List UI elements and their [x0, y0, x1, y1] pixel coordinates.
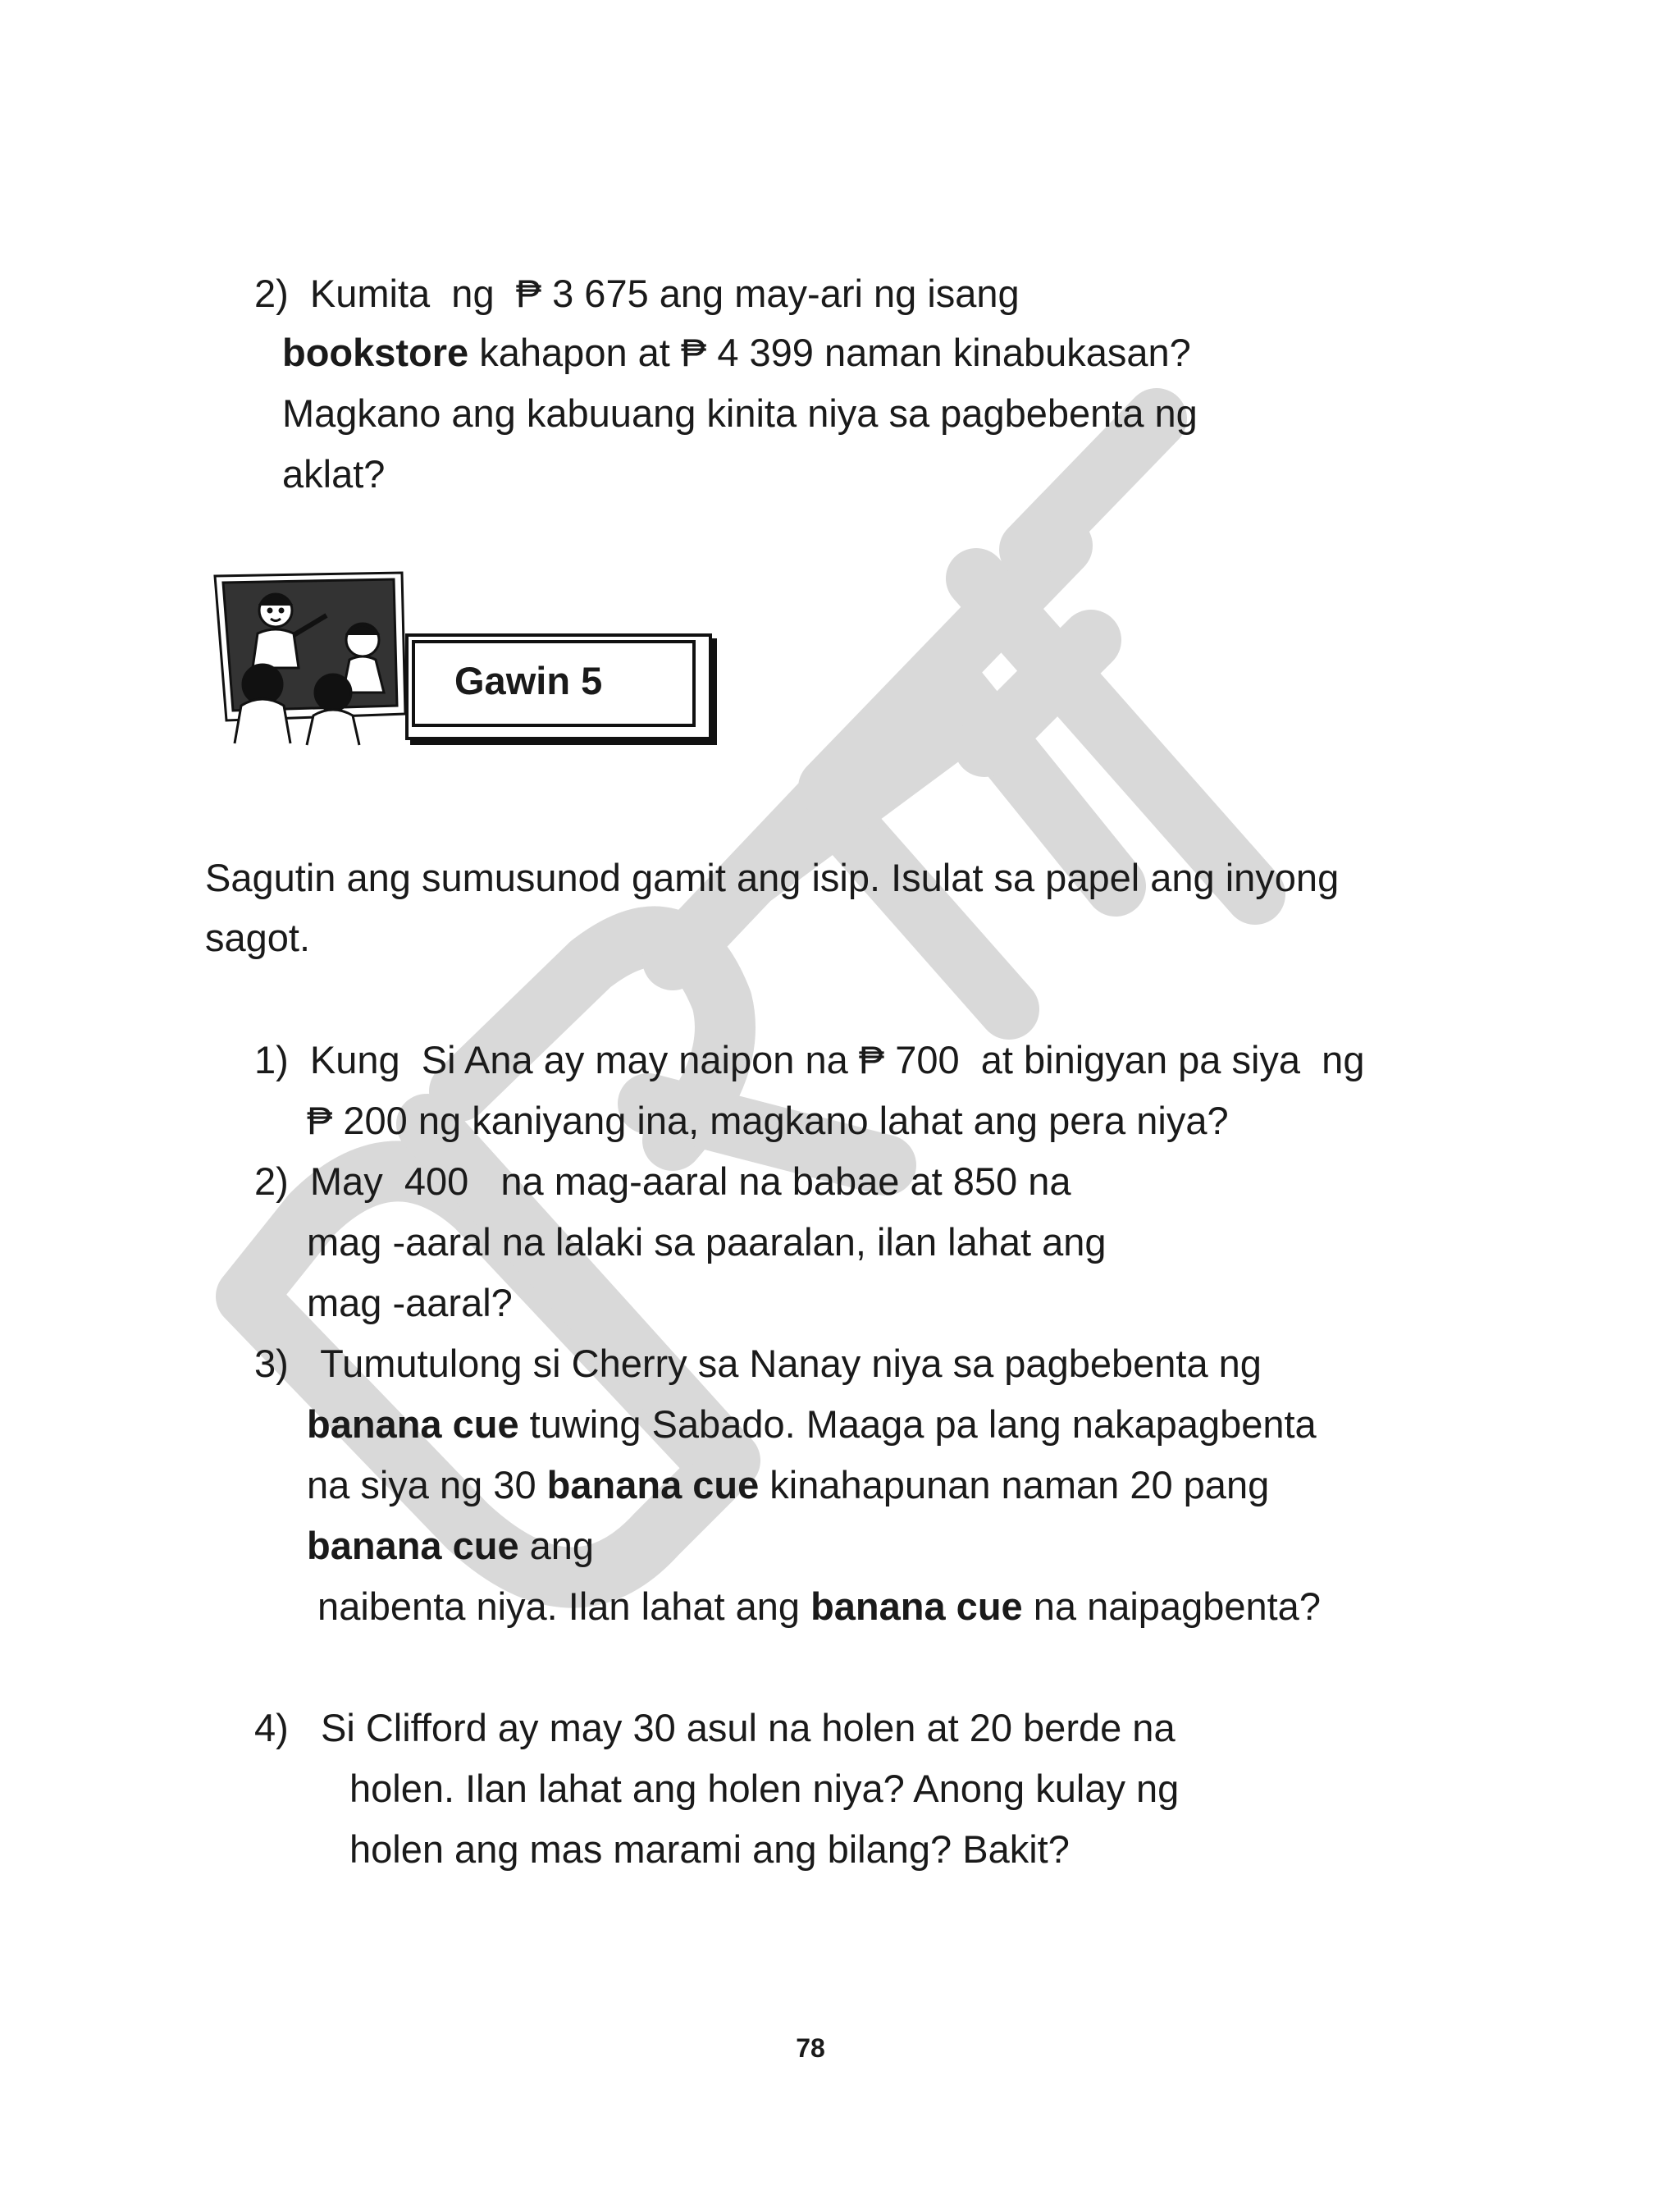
bold-term: bookstore [282, 331, 469, 374]
question-3-line-5-start: naibenta niya. Ilan lahat ang [307, 1584, 811, 1628]
question-1-line-2: ₱ 200 ng kaniyang ina, magkano lahat ang pera niya? [307, 1099, 1229, 1142]
prev-item-line-2 [282, 328, 1191, 377]
question-4-line-2: holen. Ilan lahat ang holen niya? Anong kulay ng [349, 1767, 1180, 1810]
bold-term: banana cue [810, 1584, 1023, 1628]
question-3-line-2 [307, 1400, 1317, 1449]
prev-item-line-1: 2) Kumita ng ₱ 3 675 ang may-ari ng isang [254, 272, 1020, 315]
prev-item-line-3: Magkano ang kabuuang kinita niya sa pagbebenta ng [282, 391, 1198, 435]
question-3-line-3 [307, 1461, 1269, 1510]
question-3-line-2-rest: tuwing Sabado. Maaga pa lang nakapagbenta [518, 1402, 1317, 1446]
prev-item-line-4: aklat? [282, 452, 386, 496]
question-4-line-1: 4) Si Clifford ay may 30 asul na holen at 20 berde na [254, 1706, 1176, 1749]
instructions-line-1: Sagutin ang sumusunod gamit ang isip. Isulat sa papel ang inyong [205, 856, 1340, 899]
box-shadow-right [712, 638, 717, 745]
bold-term: banana cue [307, 1524, 519, 1567]
question-3-line-3-end: kinahapunan naman 20 pang [759, 1463, 1270, 1506]
instructions-line-2: sagot. [205, 916, 311, 959]
prev-item-line-2-rest: kahapon at ₱ 4 399 naman kinabukasan? [468, 331, 1191, 374]
activity-title: Gawin 5 [454, 659, 603, 702]
bold-term: banana cue [546, 1463, 760, 1506]
teacher-and-pupils-at-board-icon [212, 569, 410, 748]
question-3-line-5 [307, 1582, 1321, 1631]
page-number: 78 [796, 2033, 825, 2063]
question-3-line-4 [307, 1521, 594, 1570]
question-1-line-1: 1) Kung Si Ana ay may naipon na ₱ 700 at binigyan pa siya ng [254, 1038, 1365, 1081]
question-3-line-1: 3) Tumutulong si Cherry sa Nanay niya sa pagbebenta ng [254, 1342, 1262, 1385]
question-2-line-1: 2) May 400 na mag-aaral na babae at 850 na [254, 1159, 1071, 1203]
question-4-line-3: holen ang mas marami ang bilang? Bakit? [349, 1827, 1070, 1871]
question-2-line-2: mag -aaral na lalaki sa paaralan, ilan lahat ang [307, 1220, 1107, 1264]
question-3-line-3-start: na siya ng 30 [307, 1463, 547, 1506]
bold-term: banana cue [307, 1402, 519, 1446]
question-3-line-4-rest: ang [518, 1524, 595, 1567]
question-3-line-5-end: na naipagbenta? [1022, 1584, 1321, 1628]
question-2-line-3: mag -aaral? [307, 1281, 513, 1324]
box-shadow-bottom [410, 740, 717, 745]
